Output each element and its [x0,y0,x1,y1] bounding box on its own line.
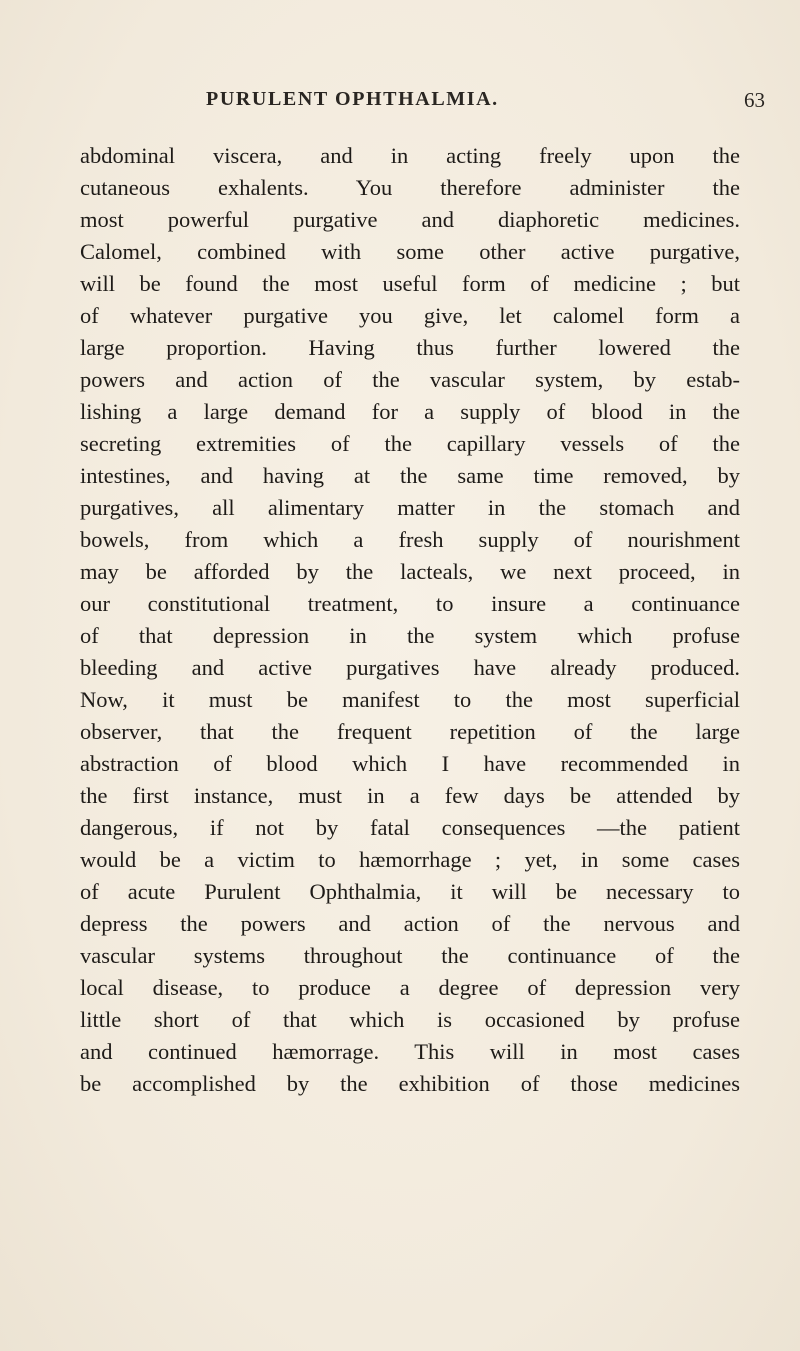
page-number: 63 [744,88,765,112]
text-line: would be a victim to hæmorrhage ; yet, in some cases [80,847,740,872]
text-line: will be found the most useful form of medicine ; but [80,271,740,296]
text-line: and continued hæmorrage. This will in most cases [80,1039,740,1064]
text-line: vascular systems throughout the continuance of the [80,943,740,968]
text-line: depress the powers and action of the nervous and [80,911,740,936]
text-line: cutaneous exhalents. You therefore administer the [80,175,740,200]
text-line: lishing a large demand for a supply of blood in the [80,399,740,424]
text-line: local disease, to produce a degree of depression very [80,975,740,1000]
text-line: most powerful purgative and diaphoretic medicines. [80,207,740,232]
text-line: intestines, and having at the same time removed, by [80,463,740,488]
text-line: be accomplished by the exhibition of those medicines [80,1071,740,1096]
text-line: the first instance, must in a few days be attended by [80,783,740,808]
text-line: may be afforded by the lacteals, we next proceed, in [80,559,740,584]
text-line: little short of that which is occasioned by profuse [80,1007,740,1032]
text-line: abdominal viscera, and in acting freely upon the [80,143,740,168]
text-line: purgatives, all alimentary matter in the stomach and [80,495,740,520]
body-text [80,140,740,1100]
running-head: PURULENT OPHTHALMIA. [206,88,499,110]
text-line: of acute Purulent Ophthalmia, it will be necessary to [80,879,740,904]
text-line: large proportion. Having thus further lowered the [80,335,740,360]
text-line: secreting extremities of the capillary vessels of the [80,431,740,456]
text-line: observer, that the frequent repetition of the large [80,719,740,744]
text-line: Calomel, combined with some other active purgative, [80,239,740,264]
text-line: bowels, from which a fresh supply of nourishment [80,527,740,552]
text-line: powers and action of the vascular system, by estab- [80,367,740,392]
text-line: our constitutional treatment, to insure a continuance [80,591,740,616]
text-line: Now, it must be manifest to the most superficial [80,687,740,712]
text-line: dangerous, if not by fatal consequences —the patient [80,815,740,840]
text-line: bleeding and active purgatives have already produced. [80,655,740,680]
text-line: abstraction of blood which I have recommended in [80,751,740,776]
page-header [0,88,800,118]
text-line: of whatever purgative you give, let calomel form a [80,303,740,328]
text-line: of that depression in the system which profuse [80,623,740,648]
